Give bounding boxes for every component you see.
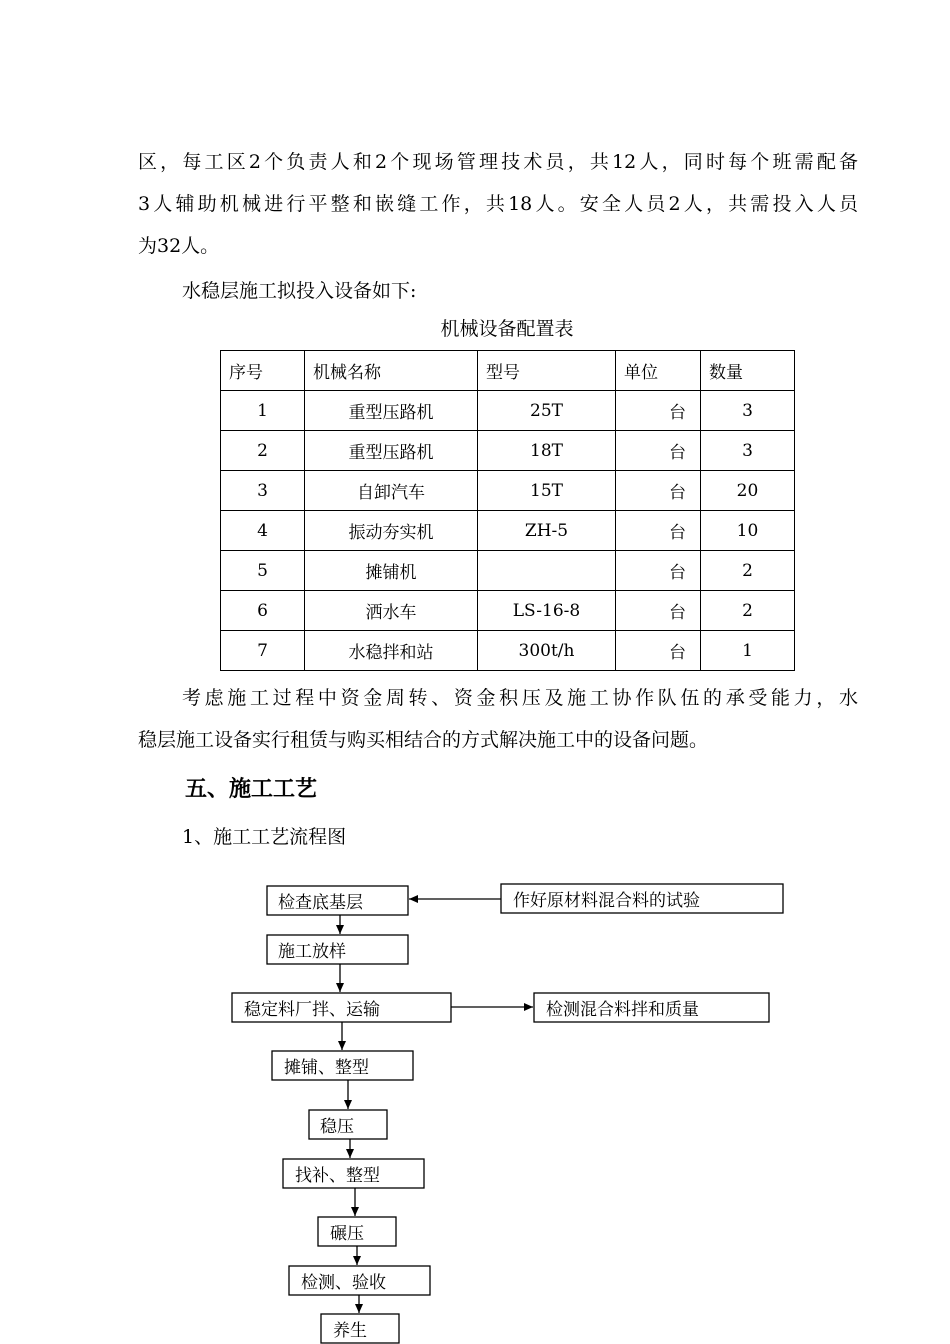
section-heading: 五、施工工艺 [185, 777, 318, 802]
cell-model: 18T [478, 431, 616, 471]
paragraph-line: 稳层施工设备实行租赁与购买相结合的方式解决施工中的设备问题。 [138, 729, 709, 751]
header-cell: 单位 [616, 351, 701, 391]
flow-label: 检测、验收 [301, 1273, 386, 1293]
cell-quantity: 2 [701, 551, 795, 591]
cell-quantity: 20 [701, 471, 795, 511]
cell-quantity: 2 [701, 591, 795, 631]
cell-unit: 台 [616, 511, 701, 551]
cell-number: 6 [221, 591, 305, 631]
table-caption: 机械设备配置表 [440, 318, 574, 340]
paragraph-line: 考虑施工过程中资金周转、资金积压及施工协作队伍的承受能力，水 [182, 687, 858, 709]
cell-unit: 台 [616, 391, 701, 431]
cell-machine-name: 振动夯实机 [305, 511, 478, 551]
header-cell: 序号 [221, 351, 305, 391]
cell-unit: 台 [616, 431, 701, 471]
flow-label: 检测混合料拌和质量 [546, 1000, 699, 1020]
cell-number: 1 [221, 391, 305, 431]
flow-label: 碾压 [330, 1224, 364, 1244]
cell-machine-name: 洒水车 [305, 591, 478, 631]
cell-model: 300t/h [478, 631, 616, 671]
flow-label: 摊铺、整型 [284, 1058, 369, 1078]
cell-quantity: 1 [701, 631, 795, 671]
paragraph-line: 为32人。 [138, 235, 220, 257]
cell-model: LS-16-8 [478, 591, 616, 631]
cell-number: 7 [221, 631, 305, 671]
cell-number: 3 [221, 471, 305, 511]
cell-model: 25T [478, 391, 616, 431]
cell-quantity: 3 [701, 391, 795, 431]
cell-unit: 台 [616, 591, 701, 631]
paragraph-line: 区，每工区2个负责人和2个现场管理技术员，共12人，同时每个班需配备 [138, 151, 858, 173]
cell-quantity: 10 [701, 511, 795, 551]
cell-model: 15T [478, 471, 616, 511]
paragraph-line: 3人辅助机械进行平整和嵌缝工作，共18人。安全人员2人，共需投入人员 [138, 193, 858, 215]
cell-machine-name: 重型压路机 [305, 391, 478, 431]
header-cell: 型号 [478, 351, 616, 391]
cell-number: 2 [221, 431, 305, 471]
cell-number: 4 [221, 511, 305, 551]
cell-machine-name: 自卸汽车 [305, 471, 478, 511]
flow-label: 找补、整型 [295, 1166, 380, 1186]
cell-quantity: 3 [701, 431, 795, 471]
flow-label: 稳定料厂拌、运输 [244, 1000, 380, 1020]
cell-machine-name: 摊铺机 [305, 551, 478, 591]
cell-unit: 台 [616, 631, 701, 671]
cell-machine-name: 重型压路机 [305, 431, 478, 471]
flow-label: 检查底基层 [278, 893, 363, 913]
flow-label: 养生 [333, 1321, 367, 1341]
cell-machine-name: 水稳拌和站 [305, 631, 478, 671]
header-cell: 数量 [701, 351, 795, 391]
flow-label: 稳压 [320, 1117, 354, 1137]
cell-unit: 台 [616, 551, 701, 591]
equipment-intro: 水稳层施工拟投入设备如下: [182, 280, 417, 302]
flow-label: 施工放样 [278, 942, 346, 962]
cell-model: ZH-5 [478, 511, 616, 551]
cell-unit: 台 [616, 471, 701, 511]
header-cell: 机械名称 [305, 351, 478, 391]
flow-label: 作好原材料混合料的试验 [513, 891, 700, 911]
subsection-title: 1、施工工艺流程图 [182, 826, 347, 848]
cell-number: 5 [221, 551, 305, 591]
